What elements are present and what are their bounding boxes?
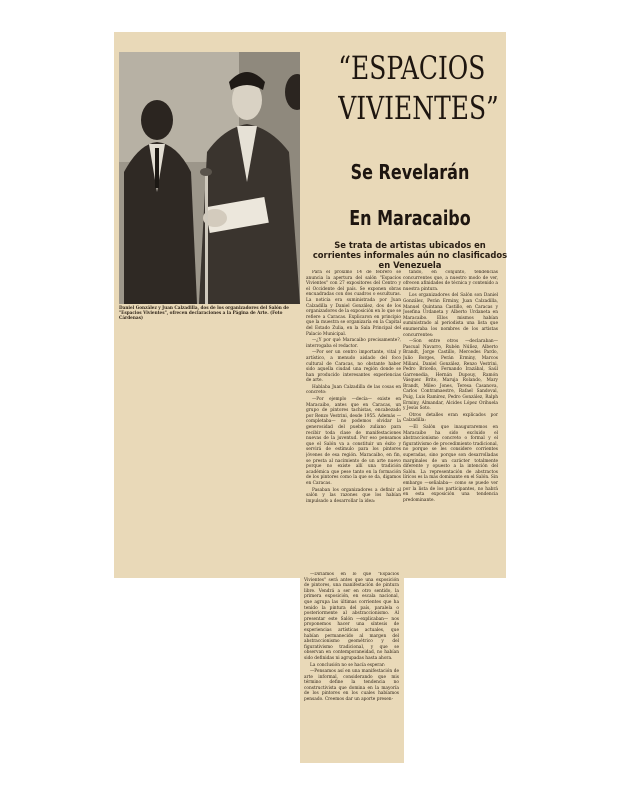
article-column-2 [403,270,498,570]
paragraph: Para el próximo 14 de febrero se anuncia la apertura del salón "Espacios Vivientes" con 27 expositores del Centro y el Occidente del país. Se exponen obras encuadradas con dos cuadros o esculturas. La noticia era suministrada por Juan Calzadilla y Daniel González, dos de los organizadores de la exposición en lo que se refiere a Caracas. Explicaron en principio que la muestra se organizaría en la Capital del Estado Zulia, en la Sala Principal del Palacio Municipal. [306,270,401,337]
headline-line-2: VIVIENTES” [338,89,499,127]
paragraph: —Diríamos en lo que "Espacios Vivientes" será antes que una exposición de pintores, una manifestación de pintura libre. Vendrá a ser en otro sentido, la primera exposición, en escala nacional, que agrupa las últimas corrientes que ha tenido la pintura del país, paralela o posteriormente al abstraccionismo. Al presentar este Salón —explicaban— nos proponemos hacer una síntesis de experiencias artísticas actuales, que habían permanecido al margen del abstraccionismo geométrico y del figurativismo tradicional, y que se observan en contemporaneidad, no habían sido definidas ni agrupadas hasta ahora. [304,572,399,661]
headline-line-1: “ESPACIOS [338,49,486,87]
paragraph: Hablaba Juan Calzadilla de las cosas en concreto: [306,384,401,396]
paragraph: Pasaban los organizadores a definir al salón y las razones que los habían impulsado a desarrollar la idea: [306,487,401,504]
paragraph: La conclusión no se hacía esperar: [310,662,386,668]
paragraph: Los organizadores del Salón son Daniel González, Perán Erminy, Juan Calzadilla, Manuel Quintana Castillo, en Caracas y Josefina Urdaneta y Alberto Urdaneta en Maracaibo. Ellos mismos habían suministrado al periodista una lista que enumeraba los nombres de los artistas concurrentes: [403,293,498,338]
article-column-continuation [304,572,399,760]
paragraph: tando, en conjunto, tendencias concurrentes que, a nuestro modo de ver, ofrecen afinidades de técnica y contenido a nuestra pintura. [403,270,498,292]
headline-line-4: En Maracaibo [349,206,471,230]
paragraph: —¿Y por qué Maracaibo precisamente?, interrogaba el redactor. [306,338,401,349]
headline-line-3: Se Revelarán [350,160,470,184]
paragraph: —Pensamos así en una manifestación de arte informal, considerando que mis término define la tendencia no constructivista que domina en la mayoría de los pintores en los cuales habíamos pensado. Creemos dar un aporte presen- [304,669,399,703]
photo-caption: Daniel González y Juan Calzadilla, dos de los organizadores del Salón de "Espacios Vivientes", ofrecen declaraciones a la Página de Arte. (Foto Cárdenas) [119,305,289,320]
paragraph: —Son entre otros —declaraban— Pascual Navarro, Rubén Núñez, Alberto Brandt, Jorge Castillo, Mercedes Pardo, Julio Borges, Perán Erminy, Marcos Miliani, Daniel González, Renzo Vestrini, Pedro Briceño, Fernando Irazábal, Saúl Garrenedia, Hernán Dupouy, Ramón Vásquez Brito, Maruja Rolando, Mary Brandt, Mileo Jones, Teresa Casanova, Carlos Contramaestre, Rafael Sandoval, Puig, Luis Ramírez, Pedro González, Ralph Erminy, Almandar, Alcides López Orihuela y Jesús Soto. [403,339,498,412]
subheadline: Se trata de artistas ubicados en corrientes informales aún no clasificados en Venezuela [312,240,508,270]
paragraph: —Por ejemplo —decía— existe en Maracaibo, antes que en Caracas, un grupo de pintores tachistas, encabezado por Renzo Vestrini, desde 1955. Además —completaba— no podemos olvidar la generosidad del pueblo zuliano para recibir toda clase de manifestaciones nuevas de la juventud. Por eso pensamos que el Salón va a constituir un éxito y servirá de estímulo para los pintores jóvenes de esa región. Maracaibo, en fin, se presta al nacimiento de un arte nuevo porque no existe allí una tradición académica que pese tanto en la formación de los pintores como la que se da, digamos en Caracas. [306,397,401,486]
news-photo [119,52,300,304]
paragraph: —El Salón que inauguraremos en Maracaibo ha sido excluido el abstraccionismo concreto o formal y el figurativismo de procedimiento tradicional, no porque se les considere corrientes superadas, sino porque son desarrolladas marginales de un carácter totalmente diferente y opuesto a la intención del Salón. La representación de abstractos líricos es la más dominante en el Salón. Sin embargo —señalaba— como se puede ver por la lista de los participantes, no habrá en esta exposición una tendencia predominante. [403,425,498,503]
article-column-1 [306,270,401,570]
paragraph: Otros detalles eran explicados por Calzadilla: [403,412,498,424]
paragraph: —Por ser un centro importante, vital y artístico, a menudo aislado del foco cultural de Caracas, no obstante haber sido aquella ciudad una región donde se han producido interesantes experiencias de arte. [306,350,401,384]
